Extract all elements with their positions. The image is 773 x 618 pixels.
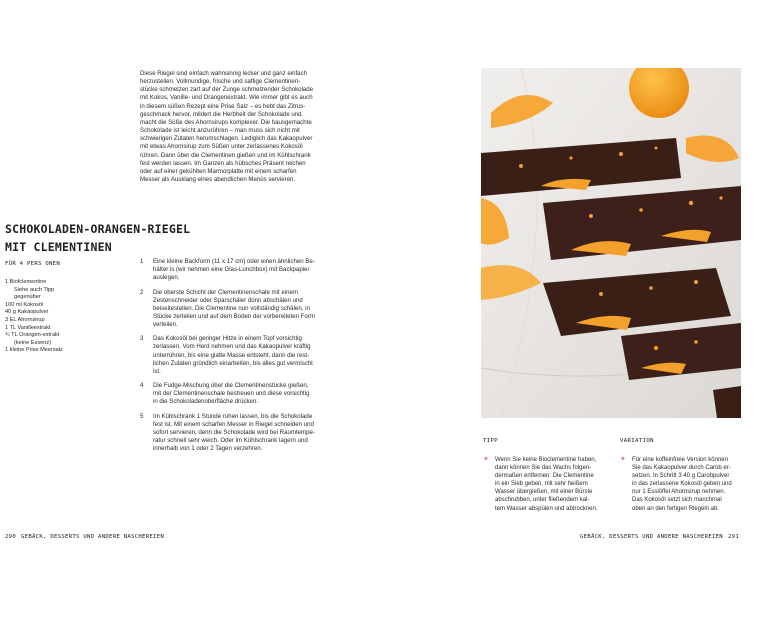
step-line: mit der Clementinenschale bestreuen und diese vorsichtig	[153, 390, 310, 398]
intro-line: Schokolade ist leicht anzurühren – man muss sich nicht mit	[140, 127, 300, 135]
page-number: 291	[727, 534, 739, 540]
step-number: 2	[140, 288, 144, 296]
step-line: Zestenschneider oder Sparschäler dünn abschälen und	[153, 296, 303, 304]
ingredient-item: 1 TL Vanilleextrakt	[5, 324, 51, 331]
variation-line: oben an den fertigen Riegeln ab.	[632, 505, 720, 512]
running-footer-text: GEBÄCK, DESSERTS UND ANDERE NASCHEREIEN	[579, 534, 723, 540]
ingredient-item: 40 g Kakaopulver	[5, 309, 49, 316]
step-line: Die Fudge-Mischung über die Clementinenstücke gießen,	[153, 382, 309, 390]
intro-line: in diesem süßen Rezept eine Prise Salz – es hebt das Zitrus-	[140, 102, 306, 110]
footer-left	[5, 534, 164, 540]
intro-line: schwierigen Zutaten herumschlagen. Lediglich das Kakaopulver	[140, 135, 313, 143]
method-step	[140, 335, 340, 375]
intro-line: Diese Riegel sind einfach wahnsinnig lecker und ganz einfach	[140, 70, 308, 77]
step-line: lichen Zutaten gründlich einarbeiten, bis alles gut vermischt	[153, 359, 313, 367]
recipe-title-line: MIT CLEMENTINEN	[5, 240, 112, 254]
step-line: ist.	[153, 367, 161, 375]
step-line: Die oberste Schicht der Clementinenschale mit einem	[153, 288, 298, 296]
step-line: innerhalb von 1 oder 2 Tagen verzehren.	[153, 445, 263, 453]
step-line: unterrühren, bis eine glatte Masse entsteht, dann die rest-	[153, 351, 310, 359]
intro-paragraph	[140, 70, 335, 184]
variation-line: Das Kokosöl setzt sich manchmal	[632, 497, 722, 504]
intro-line: macht die Süße des Ahornsirups komplexer. Die hausgemachte	[140, 118, 312, 126]
tip-line: dermaßen entfernen: Die Clementine	[495, 473, 594, 480]
step-line: sofort servieren, denn die Schokolade wird bei Raumtempe-	[153, 428, 315, 436]
tip-line: dann können Sie das Wachs folgen-	[495, 465, 592, 472]
chocolate-bar	[713, 386, 741, 418]
step-line: Stücke zerteilen und auf dem Boden der vorbereiteten Form	[153, 312, 315, 320]
intro-line: Messer als Ausklang eines abendlichen Menüs servieren.	[140, 176, 296, 184]
method-step	[140, 382, 340, 406]
ingredient-item: Siehe auch Tipp gegenüber	[14, 286, 55, 301]
step-line: Im Kühlschrank 1 Stunde ruhen lassen, bis die Schokolade	[153, 412, 313, 420]
intro-line: rühren. Dann über die Clementinen gießen und im Kühlschrank	[140, 151, 311, 159]
variation-text	[620, 456, 742, 513]
intro-line: herzustellen. Vollmundige, frische und saftige Clementinen-	[140, 78, 301, 86]
tip-line: abschrubben, unter fließendem kal-	[495, 497, 590, 504]
page-number: 290	[5, 534, 17, 540]
step-number: 1	[140, 258, 144, 265]
ingredient-item: ¾ TL Orangen-extrakt (keine Essenz)	[5, 332, 60, 346]
step-line: in die Schokoladenoberfläche drücken.	[153, 398, 259, 406]
step-line: zerlassen. Vom Herd nehmen und das Kakaopulver kräftig	[153, 343, 311, 351]
ingredients-list	[5, 279, 65, 355]
method-steps	[140, 258, 340, 459]
recipe-photo	[481, 68, 741, 418]
variation-line: Sie das Kakaopulver durch Carob er-	[632, 465, 731, 472]
variation-heading: VARIATION	[620, 438, 654, 444]
ingredient-item: 1 Biofclementine	[5, 279, 47, 285]
recipe-title-line: SCHOKOLADEN-ORANGEN-RIEGEL	[5, 222, 191, 236]
tip-heading: TIPP	[483, 438, 499, 444]
intro-line: oder auf einer gekühlten Marmorplatte mit einem scharfen	[140, 167, 297, 175]
step-number: 5	[140, 412, 144, 420]
intro-line: mit Kokos, Vanille- und Orangenextrakt. Wie immer gibt es auch	[140, 94, 313, 102]
running-footer-text: GEBÄCK, DESSERTS UND ANDERE NASCHEREIEN	[21, 534, 165, 540]
method-step	[140, 289, 340, 329]
step-line: verteilen.	[153, 320, 178, 328]
method-step	[140, 258, 340, 282]
star-bullet-icon: ✦	[483, 456, 489, 463]
intro-line: mit etwas Ahornsirup zum Süßen unter zerlassenes Kokosöl	[140, 143, 303, 151]
star-bullet-icon: ✦	[620, 456, 626, 463]
step-line: auslegen.	[153, 274, 180, 282]
tip-line: Wenn Sie keine Bioclementine haben,	[495, 457, 597, 463]
step-line: Das Kokosöl bei geringer Hitze in einem Topf vorsichtig	[153, 335, 302, 343]
step-line: fest ist. Mit einem scharfen Messer in Riegel schneiden und	[153, 420, 314, 428]
variation-line: nur 1 Esslöffel Ahornsirup nehmen.	[632, 489, 726, 496]
ingredient-item: 1 kleine Prise Meersalz	[5, 347, 63, 354]
variation-line: Für eine koffeinfreie Version können	[632, 457, 728, 463]
tip-line: Wasser übergießen, mit einer Bürste	[495, 489, 593, 496]
step-line: Eine kleine Backform (11 x 17 cm) oder einen ähnlichen Be-	[153, 258, 315, 265]
servings-label: FÜR 4 PERS ONEN	[5, 261, 61, 267]
chocolate-bars-illustration	[481, 68, 741, 418]
footer-right	[580, 534, 739, 540]
intro-line: stücke schmelzen zart auf der Zunge schmelzender Schokolade	[140, 86, 314, 94]
ingredient-item: 3 EL Ahornsirup	[5, 316, 45, 323]
tip-line: in ein Sieb geben, mit sehr heißem	[495, 481, 588, 488]
variation-line: in das zerlassene Kokosöl geben und	[632, 481, 732, 488]
tip-line: tem Wasser abspülen und abtrocknen.	[495, 505, 598, 512]
step-line: beiseitestellen. Die Clementine nun vollständig schälen, in	[153, 304, 310, 312]
recipe-title	[5, 220, 265, 256]
step-number: 4	[140, 382, 144, 390]
ingredient-item: 100 ml Kokosöl	[5, 301, 44, 308]
intro-line: geschmack hervor, mildert die Herbheit der Schokolade und	[140, 110, 302, 118]
intro-line: fest werden lassen. Im Ganzen als hübsches Präsent reichen	[140, 159, 306, 167]
step-line: ratur schnell sehr weich. Oder im Kühlschrank lagern und	[153, 436, 308, 444]
tip-text	[483, 456, 613, 513]
step-number: 3	[140, 335, 144, 343]
method-step	[140, 413, 340, 453]
variation-line: setzen. In Schritt 3 40 g Carobpulver	[632, 473, 730, 480]
step-line: hälter is (wir nehmen eine Glas-Lunchbox) mit Backpapier	[153, 266, 310, 274]
